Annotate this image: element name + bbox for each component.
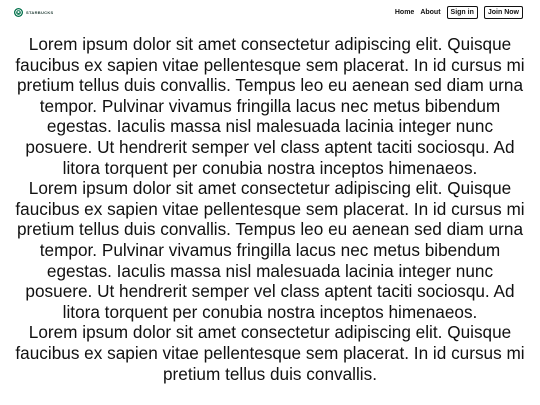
body-paragraph: Lorem ipsum dolor sit amet consectetur adipiscing elit. Quisque faucibus ex sapien vitae pellentesque sem placerat. In id cursus mi pretium tellus duis convallis. [15,322,525,384]
brand[interactable] [14,8,54,17]
nav-about-link[interactable]: About [420,9,441,16]
brand-name: STARBUCKS [26,10,54,15]
body-paragraph: Lorem ipsum dolor sit amet consectetur adipiscing elit. Quisque faucibus ex sapien vitae pellentesque sem placerat. In id cursus mi pretium tellus duis convallis. Tempus leo eu aenean sed diam urna tempor. Pulvinar vivamus fringilla lacus nec metus bibendum egestas. Iaculis massa nisl malesuada lacinia integer nunc posuere. Ut hendrerit semper vel class aptent taciti sociosqu. Ad litora torquent per conubia nostra inceptos himenaeos. [15,34,525,178]
starbucks-logo-icon [14,8,23,17]
nav-links [395,6,523,19]
main-content [0,34,540,384]
join-now-button[interactable]: Join Now [484,6,523,19]
body-paragraph: Lorem ipsum dolor sit amet consectetur adipiscing elit. Quisque faucibus ex sapien vitae pellentesque sem placerat. In id cursus mi pretium tellus duis convallis. Tempus leo eu aenean sed diam urna tempor. Pulvinar vivamus fringilla lacus nec metus bibendum egestas. Iaculis massa nisl malesuada lacinia integer nunc posuere. Ut hendrerit semper vel class aptent taciti sociosqu. Ad litora torquent per conubia nostra inceptos himenaeos. [15,178,525,322]
navbar [0,0,540,25]
nav-home-link[interactable]: Home [394,9,415,16]
sign-in-button[interactable]: Sign in [447,6,478,19]
